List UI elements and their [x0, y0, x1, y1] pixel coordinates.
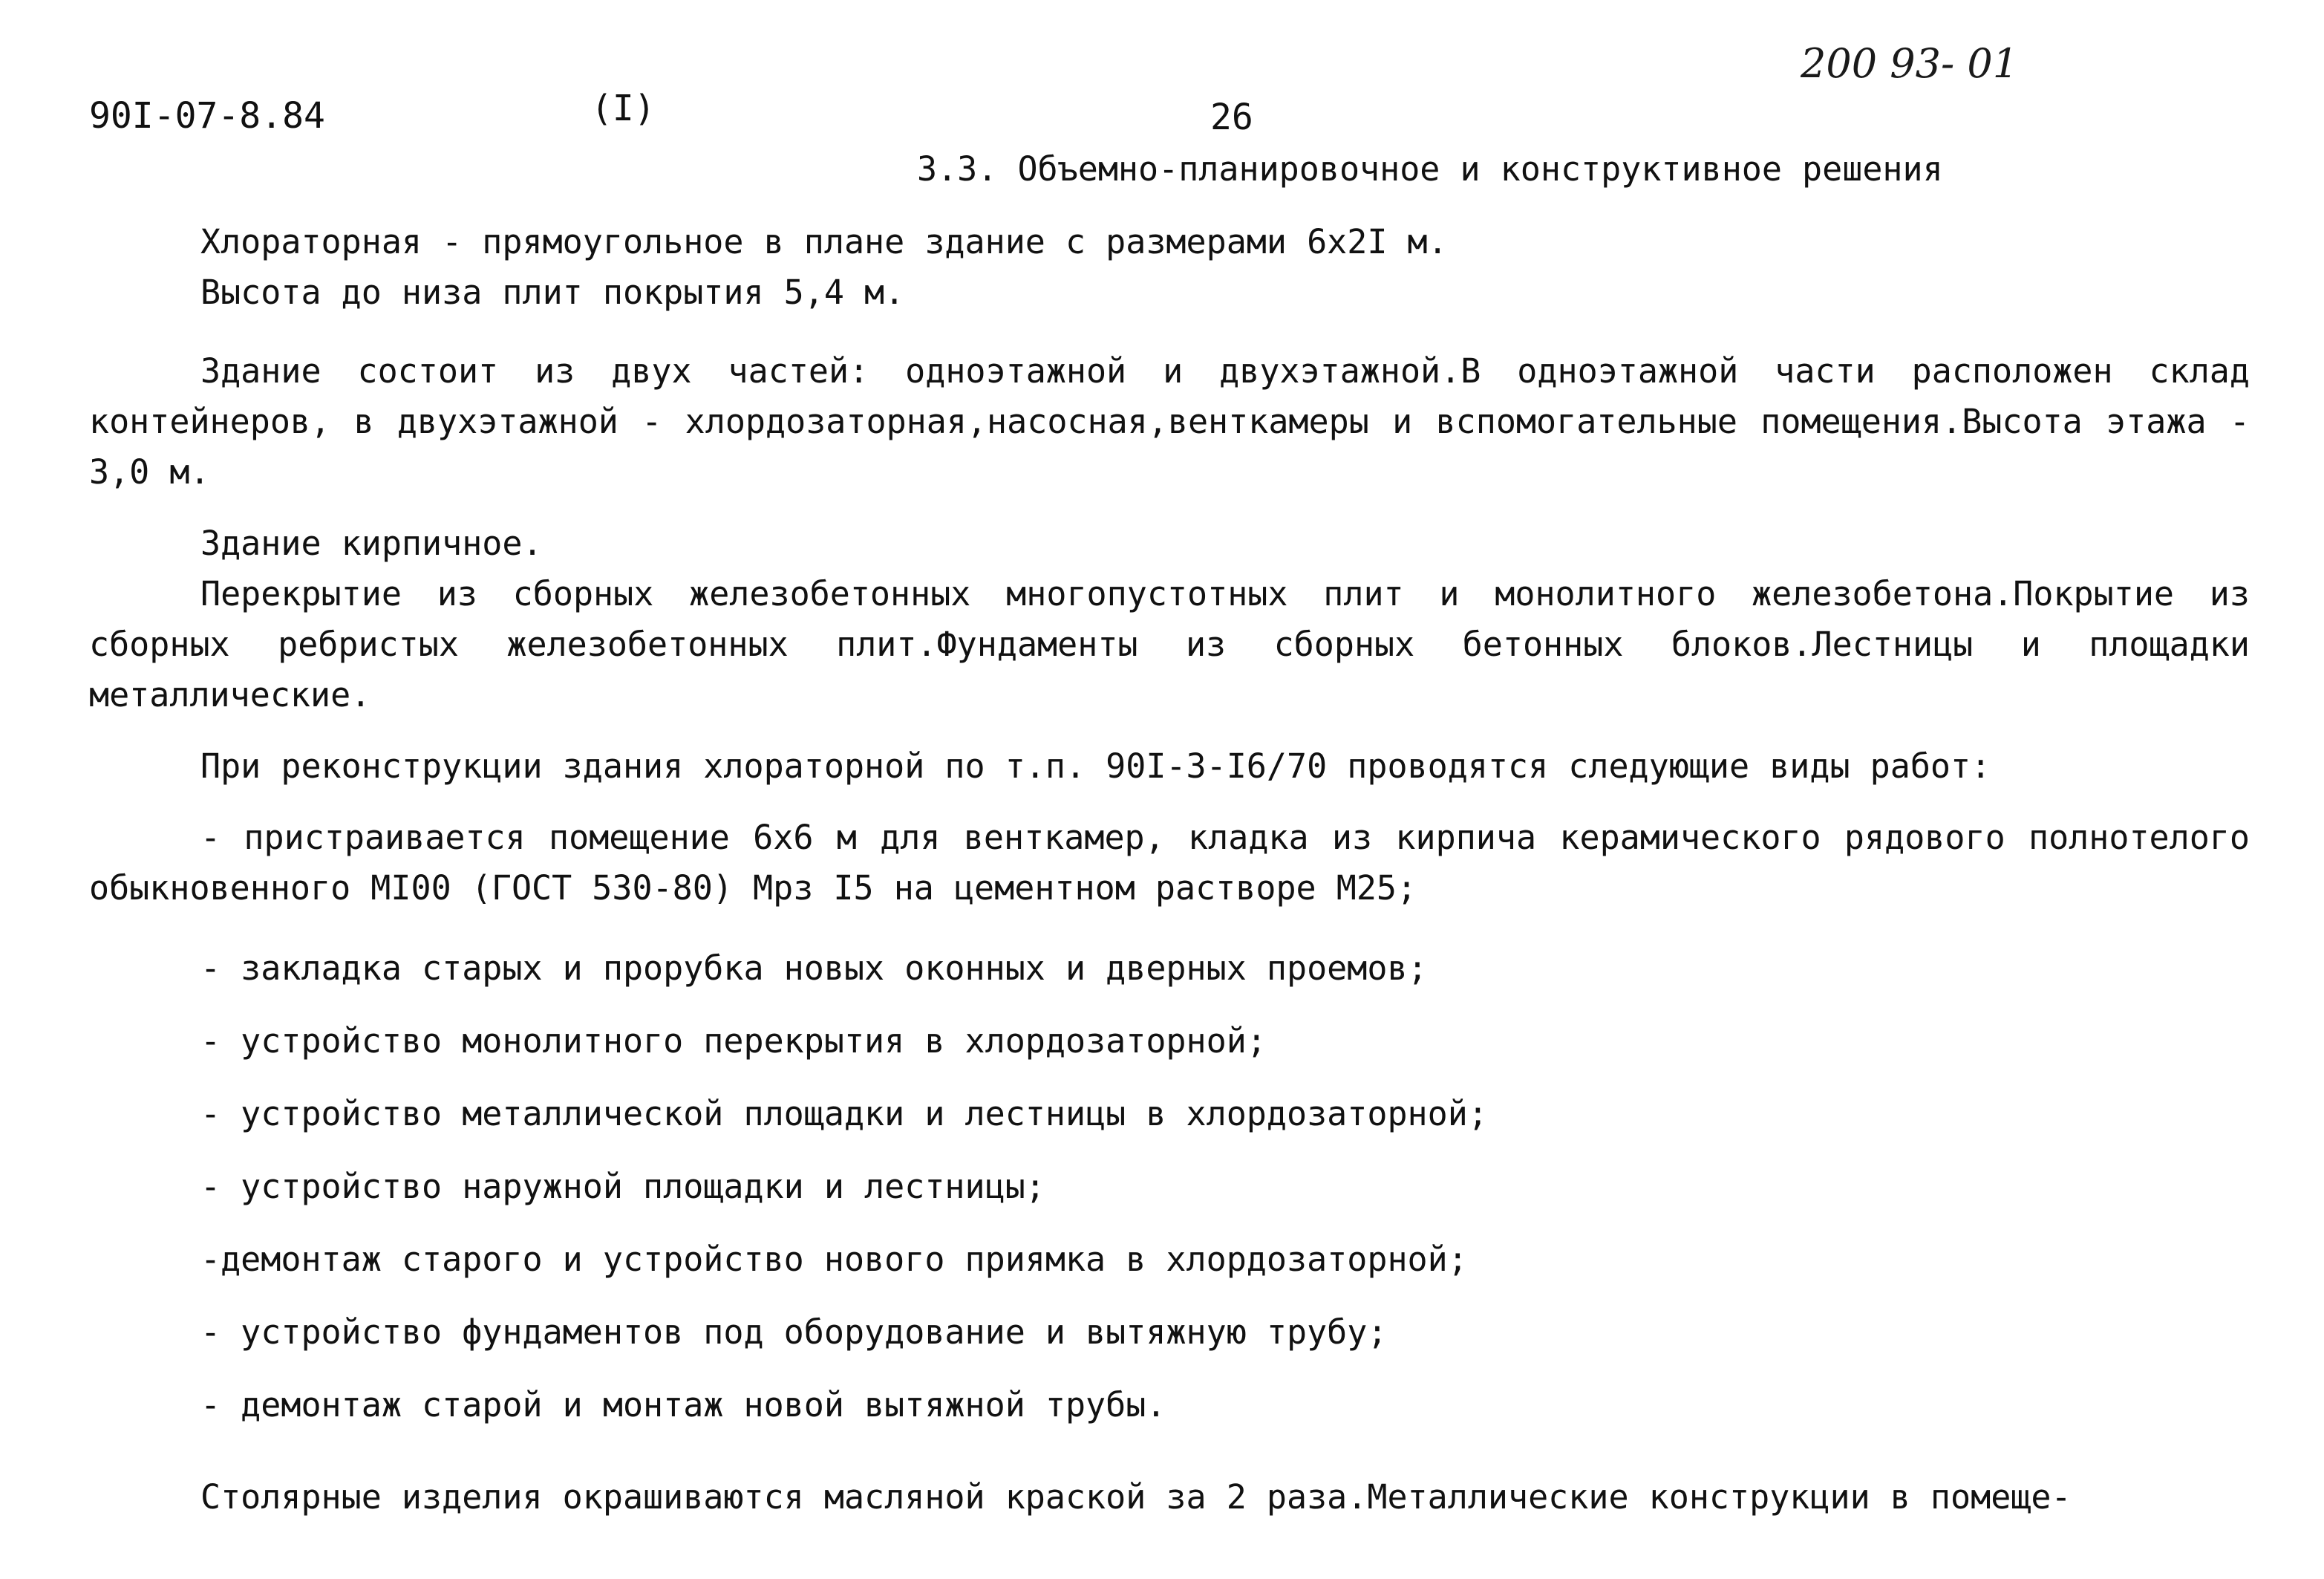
- paragraph-height: Высота до низа плит покрытия 5,4 м.: [200, 273, 905, 312]
- document-code: 90I-07-8.84: [89, 95, 325, 137]
- paragraph-painting: Столярные изделия окрашиваются масляной краской за 2 раза.Металлические конструкции в помеще-: [200, 1477, 2072, 1517]
- paragraph-building-parts: Здание состоит из двух частей: одноэтажной и двухэтажной.В одноэтажной части расположен склад контейнеров, в двухэтажной - хлордозаторная,насосная,венткамеры и вспомогательные помещения.Высота этажа - 3,0 м.: [89, 351, 2250, 492]
- paragraph-material: Здание кирпичное.: [200, 524, 543, 563]
- list-item: -демонтаж старого и устройство нового приямка в хлордозаторной;: [200, 1240, 1468, 1279]
- paragraph-structure: Перекрытие из сборных железобетонных многопустотных плит и монолитного железобетона.Покрытие из сборных ребристых железобетонных плит.Фундаменты из сборных бетонных блоков.Лестницы и площадки металлические.: [89, 574, 2250, 714]
- works-list: [89, 943, 2250, 1430]
- list-item: - устройство металлической площадки и лестницы в хлордозаторной;: [200, 1094, 1488, 1133]
- page-number: 26: [1210, 97, 1253, 138]
- list-item: - устройство наружной площадки и лестницы;: [200, 1167, 1045, 1206]
- paragraph-extension: - пристраивается помещение 6х6 м для венткамер, кладка из кирпича керамического рядового полнотелого обыкновенного МI00 (ГОСТ 530-80) Мрз I5 на цементном растворе М25;: [89, 818, 2250, 908]
- paragraph-reconstruction: При реконструкции здания хлораторной по т.п. 90I-3-I6/70 проводятся следующие виды работ:: [200, 746, 1991, 786]
- section-title: 3.3. Объемно-планировочное и конструктивное решения: [917, 149, 1943, 189]
- body-text: [89, 217, 2250, 1523]
- paragraph-building-size: Хлораторная - прямоугольное в плане здание с размерами 6х2I м.: [200, 222, 1448, 261]
- handwritten-note: 200 93- 01: [1801, 40, 2019, 87]
- list-item: - устройство монолитного перекрытия в хлордозаторной;: [200, 1021, 1267, 1061]
- list-item: - устройство фундаментов под оборудование и вытяжную трубу;: [200, 1312, 1388, 1352]
- list-item: - демонтаж старой и монтаж новой вытяжной трубы.: [200, 1385, 1166, 1425]
- document-mark: (I): [591, 88, 656, 129]
- list-item: - закладка старых и прорубка новых оконных и дверных проемов;: [200, 948, 1428, 988]
